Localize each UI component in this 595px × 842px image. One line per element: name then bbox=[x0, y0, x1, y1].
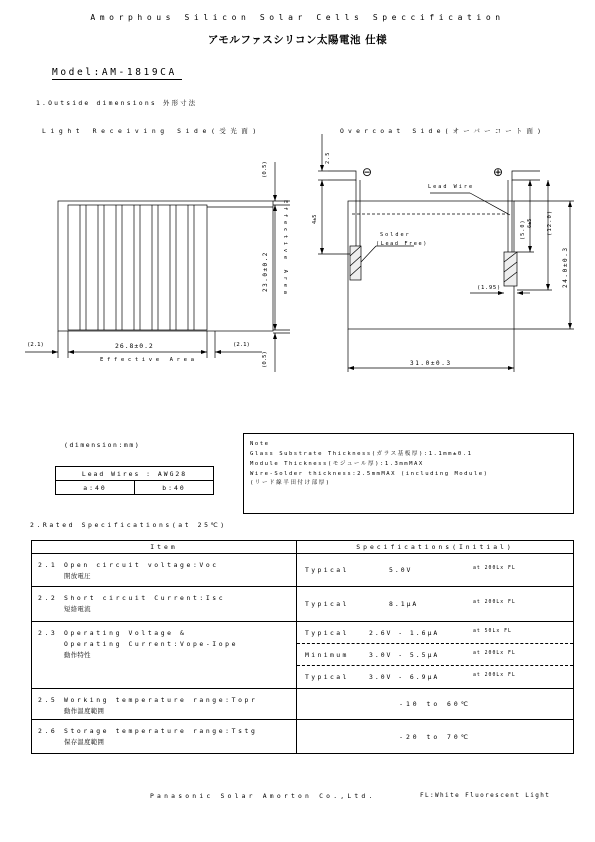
spec-label: Minimum bbox=[305, 651, 349, 659]
item-no: 2.6 bbox=[38, 727, 58, 735]
dim-1-95: (1.95) bbox=[477, 285, 501, 291]
dim-23-0: 23.0±0.2 bbox=[262, 251, 269, 292]
lead-wires-header: Lead Wires : AWG28 bbox=[56, 467, 214, 481]
lead-free-label: (Lead Free) bbox=[376, 241, 428, 247]
light-side-module-outline bbox=[58, 201, 273, 331]
table-row bbox=[32, 622, 574, 689]
item-cell bbox=[32, 622, 297, 689]
note-box bbox=[243, 433, 574, 514]
spec-value: 3.0V - 5.5μA bbox=[369, 651, 440, 659]
dim-0-5-bottom: (0.5) bbox=[262, 351, 268, 368]
item-cell bbox=[32, 689, 297, 720]
dim-26-8: 26.8±0.2 bbox=[115, 342, 154, 350]
overcoat-side-module-outline bbox=[348, 201, 514, 329]
item-cell bbox=[32, 720, 297, 754]
dim-6-5: 6±5 bbox=[527, 218, 533, 228]
spec-value: 3.0V - 6.9μA bbox=[369, 673, 440, 681]
dim-12-0: (12.0) bbox=[547, 209, 553, 236]
item-en: Storage temperature range:Tstg bbox=[64, 727, 258, 735]
item-cell bbox=[32, 587, 297, 622]
cell-stripes bbox=[80, 205, 194, 330]
lead-wire-label: Lead Wire bbox=[428, 184, 475, 190]
note-line-2: Module Thickness(モジュール厚):1.3mmMAX bbox=[250, 461, 424, 467]
document-title-en: Amorphous Silicon Solar Cells Speccification bbox=[90, 13, 505, 22]
table-row bbox=[32, 554, 574, 587]
item-en: Operating Voltage & bbox=[64, 629, 187, 637]
overcoat-side-label: Overcoat Side(オーバーコート面) bbox=[340, 127, 546, 135]
minus-terminal bbox=[328, 171, 356, 180]
lead-wire-a: a:40 bbox=[56, 481, 135, 495]
spec-value: 8.1μA bbox=[389, 600, 419, 608]
spec-condition: at 50Lx FL bbox=[473, 629, 512, 634]
spec-line bbox=[297, 593, 573, 615]
spec-label: Typical bbox=[305, 673, 349, 681]
spec-value: 5.0V bbox=[389, 566, 413, 574]
spec-label: Typical bbox=[305, 629, 349, 637]
dim-4-5: 4±5 bbox=[312, 214, 318, 224]
section1-heading: 1.Outside dimensions 外形寸法 bbox=[36, 99, 198, 107]
note-label: Note bbox=[250, 441, 270, 447]
light-receiving-side-label: Light Receiving Side(受光面) bbox=[42, 127, 261, 135]
spec-label: Typical bbox=[305, 600, 349, 608]
item-jp: 動作特性 bbox=[64, 651, 91, 659]
rated-specifications-table bbox=[31, 540, 574, 754]
effective-area-horizontal-label: Effective Area bbox=[100, 357, 198, 363]
dim-31-0: 31.0±0.3 bbox=[410, 360, 452, 367]
plus-terminal bbox=[512, 171, 540, 180]
footer-company: Panasonic Solar Amorton Co.,Ltd. bbox=[150, 792, 376, 800]
spec-condition: at 200Lx FL bbox=[473, 600, 516, 605]
dimension-arrowheads bbox=[52, 165, 572, 370]
item-no: 2.3 bbox=[38, 629, 58, 637]
spec-condition: at 200Lx FL bbox=[473, 651, 516, 656]
spec-line bbox=[297, 622, 573, 644]
item-en: Open circuit voltage:Voc bbox=[64, 561, 219, 569]
item-jp: 短絡電流 bbox=[64, 605, 91, 613]
spec-condition: at 200Lx FL bbox=[473, 566, 516, 571]
spec-range: -10 to 60℃ bbox=[297, 689, 574, 720]
table-row bbox=[32, 587, 574, 622]
col-specifications: Specifications(Initial) bbox=[297, 541, 574, 554]
effective-area-vertical-label: Effective Area bbox=[282, 200, 288, 298]
col-item: Item bbox=[32, 541, 297, 554]
item-en: Working temperature range:Topr bbox=[64, 696, 258, 704]
note-line-1: Glass Substrate Thickness(ガラス基板厚):1.1mm±0.1 bbox=[250, 451, 473, 457]
table-row bbox=[32, 689, 574, 720]
item-cell bbox=[32, 554, 297, 587]
dim-2-1-left: (2.1) bbox=[27, 342, 44, 348]
lead-wires-table bbox=[55, 466, 214, 495]
item-no: 2.5 bbox=[38, 696, 58, 704]
dim-0-5-top: (0.5) bbox=[262, 161, 268, 178]
section2-heading: 2.Rated Specifications(at 25℃) bbox=[30, 521, 227, 529]
item-en-2: Operating Current:Vope-Iope bbox=[64, 640, 239, 648]
spec-line bbox=[297, 666, 573, 688]
minus-terminal-symbol: ⊖ bbox=[362, 165, 373, 179]
spec-range: -20 to 70℃ bbox=[297, 720, 574, 754]
footer-fl-note: FL:White Fluorescent Light bbox=[420, 792, 551, 799]
spec-table-header bbox=[32, 541, 574, 554]
model-number: Model:AM-1819CA bbox=[52, 67, 182, 80]
spec-line bbox=[297, 559, 573, 581]
spec-condition: at 200Lx FL bbox=[473, 673, 516, 678]
spec-line bbox=[297, 644, 573, 666]
note-line-3: Wire-Solder thickness:2.5mmMAX (including Module) bbox=[250, 471, 489, 477]
document-title-jp: アモルファスシリコン太陽電池 仕様 bbox=[207, 34, 388, 46]
dim-2-5: 2.5 bbox=[325, 151, 331, 164]
item-jp: 保存温度範囲 bbox=[64, 738, 105, 746]
item-jp: 開放電圧 bbox=[64, 572, 91, 580]
lead-wire-b: b:40 bbox=[135, 481, 214, 495]
dimension-unit-label: (dimension:mm) bbox=[64, 441, 141, 449]
item-en: Short circuit Current:Isc bbox=[64, 594, 226, 602]
solder-label: Solder bbox=[380, 232, 411, 238]
dim-24-0: 24.0±0.3 bbox=[562, 246, 569, 288]
dim-2-1-right: (2.1) bbox=[233, 342, 250, 348]
item-no: 2.2 bbox=[38, 594, 58, 602]
table-row bbox=[32, 720, 574, 754]
note-line-4: (リード線半田付け部厚) bbox=[250, 480, 331, 486]
effective-area-outline bbox=[68, 205, 207, 330]
plus-terminal-symbol: ⊕ bbox=[493, 165, 504, 179]
spec-label: Typical bbox=[305, 566, 349, 574]
dim-5-0: (5.0) bbox=[520, 219, 526, 240]
item-jp: 動作温度範囲 bbox=[64, 707, 105, 715]
item-no: 2.1 bbox=[38, 561, 58, 569]
spec-value: 2.6V - 1.6μA bbox=[369, 629, 440, 637]
